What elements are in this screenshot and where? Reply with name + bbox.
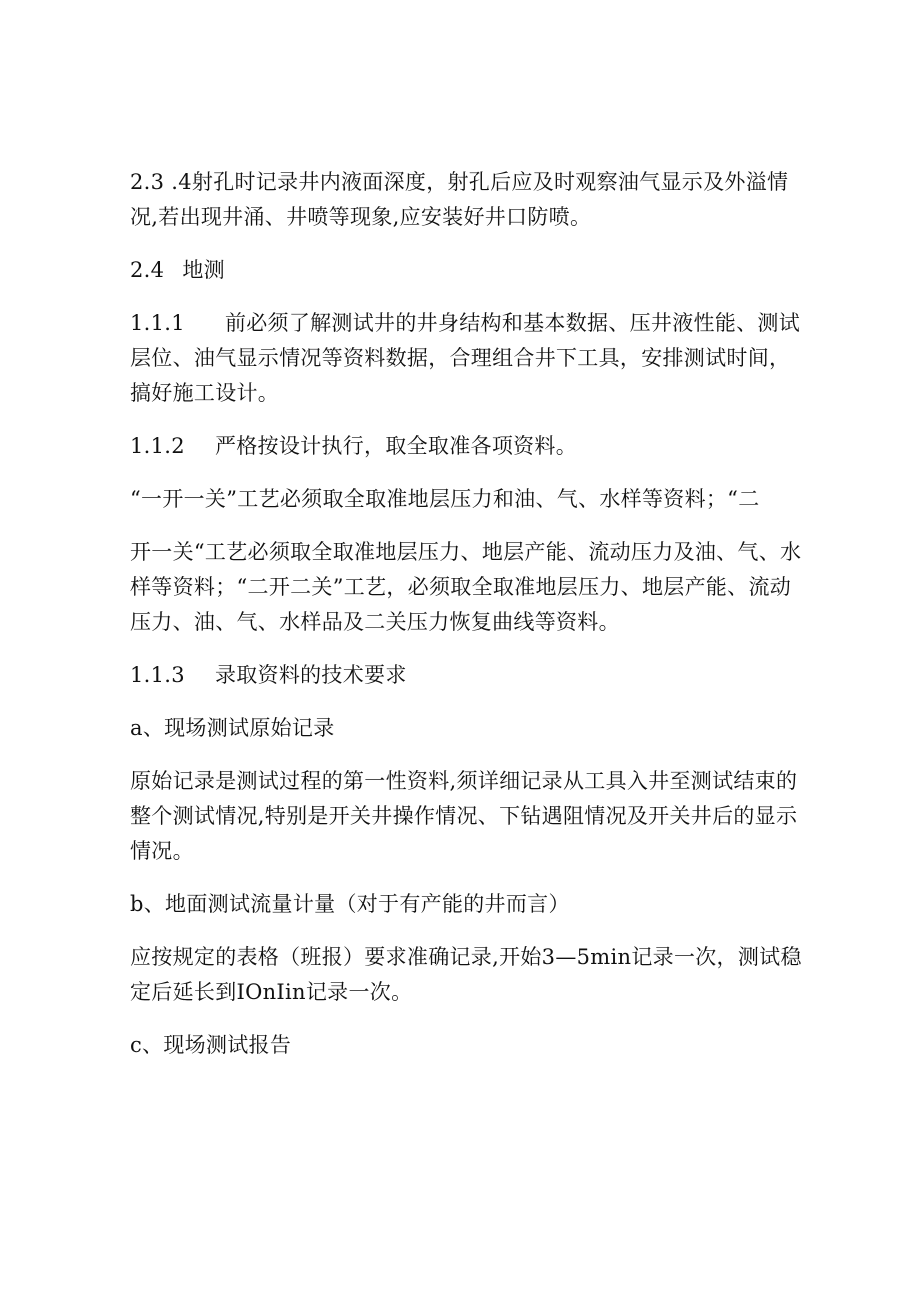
document-body [130,165,810,1081]
paragraph-text: 严格按设计执行，取全取准各项资料。 [214,434,578,458]
item-title: c、现场测试报告 [130,1033,292,1057]
section-number: 1.1.3 [130,663,185,687]
paragraph-1-1-3 [130,658,810,693]
section-title: 地测 [182,258,225,282]
paragraph-text: “一开一关”工艺必须取全取准地层压力和油、气、水样等资料；“二 [130,487,760,511]
section-number: 2.4 [130,258,165,282]
paragraph-text: 应按规定的表格（班报）要求准确记录,开始3—5min记录一次，测试稳定后延长到IOnIin记录一次。 [130,945,802,1004]
item-b-body [130,940,810,1010]
paragraph-1-1-2 [130,429,810,464]
section-number: 1.1.1 [130,311,185,335]
item-b-heading [130,887,810,922]
paragraph-text: 原始记录是测试过程的第一性资料,须详细记录从工具入井至测试结束的整个测试情况,特别是开关井操作情况、下钻遇阻情况及开关井后的显示情况。 [130,769,798,863]
item-a-body [130,764,810,869]
paragraph-text: 前必须了解测试井的井身结构和基本数据、压井液性能、测试层位、油气显示情况等资料数据，合理组合井下工具，安排测试时间，搞好施工设计。 [130,311,801,405]
paragraph-text: 2.3 .4射孔时记录井内液面深度，射孔后应及时观察油气显示及外溢情况,若出现井涌、井喷等现象,应安装好井口防喷。 [130,170,789,229]
item-title: b、地面测试流量计量（对于有产能的井而言） [130,892,570,916]
item-title: a、现场测试原始记录 [130,716,335,740]
heading-2-4 [130,253,810,288]
paragraph-one-open-one-close [130,482,810,517]
paragraph-1-1-1 [130,306,810,411]
section-number: 1.1.2 [130,434,185,458]
item-a-heading [130,711,810,746]
paragraph-two-open-process [130,535,810,640]
paragraph-2-3-4 [130,165,810,235]
section-title: 录取资料的技术要求 [214,663,407,687]
item-c-heading [130,1028,810,1063]
paragraph-text: 开一关“工艺必须取全取准地层压力、地层产能、流动压力及油、气、水样等资料；“二开二关”工艺，必须取全取准地层压力、地层产能、流动压力、油、气、水样品及二关压力恢复曲线等资料。 [130,540,802,634]
